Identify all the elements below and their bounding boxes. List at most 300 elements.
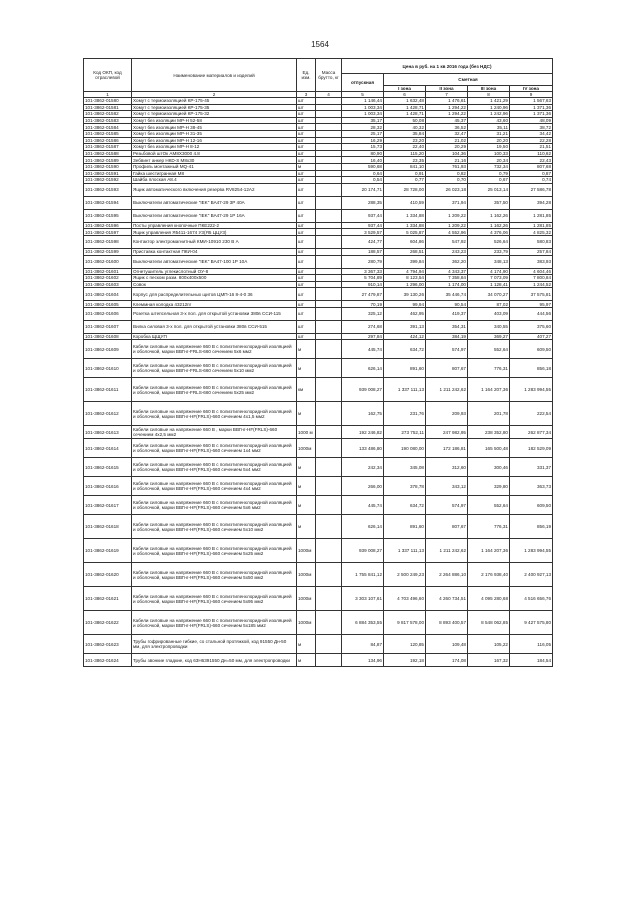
table-row	[84, 150, 553, 157]
header-code: Код ОКП, код отраслевой	[84, 59, 132, 92]
zone-2-price: 4 343,37	[426, 268, 468, 275]
table-row	[84, 563, 553, 587]
zone-2-price: 21,16	[426, 157, 468, 164]
zone-4-price: 1 567,63	[510, 98, 553, 105]
zone-4-price: 116,05	[510, 635, 553, 654]
release-price: 20 174,71	[342, 183, 384, 196]
release-price: 1 003,34	[342, 104, 384, 111]
item-unit: 1000м	[297, 611, 316, 635]
item-unit: м	[297, 654, 316, 667]
zone-3-price: 1 164 207,36	[468, 378, 510, 402]
zone-3-price: 732,34	[468, 163, 510, 170]
zone-1-price: 40,32	[384, 124, 426, 131]
zone-1-price: 891,60	[384, 515, 426, 539]
zone-4-price: 856,19	[510, 515, 553, 539]
table-row	[84, 177, 553, 184]
table-row	[84, 359, 553, 378]
header-zone-4: IV зона	[510, 86, 553, 92]
item-unit: шт	[297, 137, 316, 144]
item-code: 101-3862-01584	[84, 124, 132, 131]
header-zone-2: II зона	[426, 86, 468, 92]
release-price: 590,68	[342, 163, 384, 170]
zone-2-price: 90,54	[426, 301, 468, 308]
zone-2-price: 209,93	[426, 402, 468, 426]
table-row	[84, 124, 553, 131]
table-row	[84, 268, 553, 275]
item-mass	[316, 137, 342, 144]
zone-4-price: 4 604,46	[510, 268, 553, 275]
table-row	[84, 144, 553, 151]
column-number: 2	[132, 92, 297, 98]
item-name: Хомут с термоизоляцией КР-175-45	[132, 98, 297, 105]
zone-2-price: 371,94	[426, 196, 468, 209]
item-code: 101-3862-01594	[84, 196, 132, 209]
item-mass	[316, 515, 342, 539]
zone-2-price: 1 294,22	[426, 111, 468, 118]
item-name: Хомут с термоизоляцией КР-175-35	[132, 104, 297, 111]
zone-1-price: 9 817 578,00	[384, 611, 426, 635]
item-unit: шт	[297, 288, 316, 301]
zone-3-price: 2 176 938,40	[468, 563, 510, 587]
table-row	[84, 130, 553, 137]
zone-3-price: 4 174,90	[468, 268, 510, 275]
release-price: 242,34	[342, 458, 384, 477]
zone-1-price: 120,85	[384, 635, 426, 654]
item-code: 101-3862-01589	[84, 157, 132, 164]
price-table	[83, 58, 553, 667]
zone-2-price: 1 294,22	[426, 104, 468, 111]
table-row	[84, 248, 553, 255]
zone-3-price: 1 421,29	[468, 98, 510, 105]
item-name: Розетка штепсельная 3-х пол. для открытой установки 380в ССИ-115	[132, 307, 297, 320]
zone-4-price: 4 516 656,76	[510, 587, 553, 611]
item-code: 101-3862-01623	[84, 635, 132, 654]
zone-1-price: 0,91	[384, 170, 426, 177]
item-unit: км	[297, 378, 316, 402]
item-mass	[316, 124, 342, 131]
item-mass	[316, 170, 342, 177]
item-mass	[316, 235, 342, 248]
zone-4-price: 95,97	[510, 301, 553, 308]
item-name: Трубы звонкие гладкие, код 63H6391550 Дн=50 мм, для электропроводки	[132, 654, 297, 667]
release-price: 28,32	[342, 124, 384, 131]
zone-3-price: 19,50	[468, 144, 510, 151]
table-row	[84, 301, 553, 308]
table-body	[84, 98, 553, 667]
item-code: 101-3862-01595	[84, 209, 132, 222]
zone-2-price: 4 260 734,51	[426, 587, 468, 611]
zone-4-price: 38,72	[510, 124, 553, 131]
item-unit: м	[297, 359, 316, 378]
zone-3-price: 201,78	[468, 402, 510, 426]
column-number: 6	[384, 92, 426, 98]
zone-3-price: 233,79	[468, 248, 510, 255]
item-name: Кабели силовые на напряжение 660 В с полиэтиленхлоридной изоляцией и оболочкой, марки ВВГнг-HF(FRLS)-660 сечением 4х4 мм2	[132, 477, 297, 496]
item-name: Гайка шестигранная М8	[132, 170, 297, 177]
item-code: 101-3862-01624	[84, 654, 132, 667]
item-mass	[316, 635, 342, 654]
item-mass	[316, 288, 342, 301]
item-code: 101-3862-01614	[84, 439, 132, 458]
zone-3-price: 552,64	[468, 340, 510, 359]
zone-1-price: 399,84	[384, 255, 426, 268]
table-row	[84, 137, 553, 144]
item-code: 101-3862-01586	[84, 137, 132, 144]
page-number: 1564	[311, 40, 329, 49]
zone-1-price: 2 500 249,23	[384, 563, 426, 587]
zone-2-price: 247 982,95	[426, 426, 468, 439]
release-price: 937,44	[342, 209, 384, 222]
release-price: 0,64	[342, 170, 384, 177]
zone-1-price: 8 123,54	[384, 275, 426, 282]
zone-4-price: 110,62	[510, 150, 553, 157]
item-name: Приставка контактная ПКИ-04	[132, 248, 297, 255]
header-price-group: Цена в руб. на 1 кв 2016 года (без НДС)	[342, 59, 553, 74]
item-name: Кабели силовые на напряжение 660 В с полиэтиленхлоридной изоляцией и оболочкой, марки ВВГнг-HF(FRLS)-660 сечением 5х50 мм2	[132, 563, 297, 587]
zone-3-price: 35,11	[468, 124, 510, 131]
item-unit: шт	[297, 320, 316, 333]
item-code: 101-3862-01601	[84, 268, 132, 275]
zone-4-price: 22,28	[510, 137, 553, 144]
zone-3-price: 403,09	[468, 307, 510, 320]
table-row	[84, 307, 553, 320]
table-row	[84, 458, 553, 477]
item-unit: м	[297, 458, 316, 477]
zone-1-price: 891,60	[384, 359, 426, 378]
item-name: Кабели силовые на напряжение 660 В с полиэтиленхлоридной изоляцией и оболочкой, марки ВВГнг-HF(FRLS)-660 сечением 5х6 мм2	[132, 496, 297, 515]
column-number: 7	[426, 92, 468, 98]
item-unit: м	[297, 635, 316, 654]
column-number: 4	[316, 92, 342, 98]
zone-3-price: 329,80	[468, 477, 510, 496]
zone-2-price: 807,67	[426, 515, 468, 539]
item-name: Совок	[132, 281, 297, 288]
zone-1-price: 4 794,94	[384, 268, 426, 275]
item-name: Хомут без изоляции МР-Н 52-58	[132, 117, 297, 124]
item-unit: м	[297, 340, 316, 359]
item-mass	[316, 340, 342, 359]
zone-1-price: 634,72	[384, 340, 426, 359]
zone-2-price: 1 174,00	[426, 281, 468, 288]
zone-3-price: 552,64	[468, 496, 510, 515]
item-mass	[316, 402, 342, 426]
zone-2-price: 0,70	[426, 177, 468, 184]
item-name: Выключатели автоматические "IEK" ВА47-29 1Р 16А	[132, 209, 297, 222]
item-name: Ящик с песком разм. 800х400х500	[132, 275, 297, 282]
item-mass	[316, 587, 342, 611]
zone-2-price: 1 211 242,62	[426, 539, 468, 563]
table-row	[84, 222, 553, 229]
zone-3-price: 776,31	[468, 359, 510, 378]
zone-3-price: 87,02	[468, 301, 510, 308]
item-unit: шт	[297, 229, 316, 236]
release-price: 939 008,27	[342, 539, 384, 563]
item-unit: шт	[297, 281, 316, 288]
zone-2-price: 343,12	[426, 477, 468, 496]
zone-4-price: 222,54	[510, 402, 553, 426]
zone-1-price: 1 428,71	[384, 111, 426, 118]
table-row	[84, 587, 553, 611]
table-row	[84, 111, 553, 118]
release-price: 288,35	[342, 196, 384, 209]
zone-2-price: 32,47	[426, 130, 468, 137]
zone-4-price: 363,73	[510, 477, 553, 496]
table-row	[84, 439, 553, 458]
zone-2-price: 0,82	[426, 170, 468, 177]
item-unit: шт	[297, 157, 316, 164]
item-code: 101-3862-01620	[84, 563, 132, 587]
zone-2-price: 807,67	[426, 359, 468, 378]
zone-4-price: 184,54	[510, 654, 553, 667]
zone-1-price: 0,77	[384, 177, 426, 184]
header-zone-3: III зона	[468, 86, 510, 92]
zone-1-price: 50,08	[384, 117, 426, 124]
zone-3-price: 31,21	[468, 130, 510, 137]
release-price: 162,75	[342, 402, 384, 426]
zone-4-price: 7 800,84	[510, 275, 553, 282]
zone-3-price: 4 376,06	[468, 229, 510, 236]
zone-4-price: 1 244,52	[510, 281, 553, 288]
zone-2-price: 761,93	[426, 163, 468, 170]
column-number: 3	[297, 92, 316, 98]
table-header	[84, 59, 553, 98]
release-price: 937,44	[342, 222, 384, 229]
release-price: 133 486,80	[342, 439, 384, 458]
item-name: Кабели силовые на напряжение 660 В , марки ВВГнг-HF(FRLS)-660 сечением 4х2,5 мм2	[132, 426, 297, 439]
item-mass	[316, 275, 342, 282]
zone-4-price: 257,84	[510, 248, 553, 255]
item-unit: м	[297, 402, 316, 426]
zone-2-price: 312,60	[426, 458, 468, 477]
item-unit: 1000м	[297, 439, 316, 458]
zone-1-price: 1 296,00	[384, 281, 426, 288]
table-row	[84, 117, 553, 124]
item-mass	[316, 611, 342, 635]
zone-1-price: 28 728,00	[384, 183, 426, 196]
column-number: 9	[510, 92, 553, 98]
item-unit: шт	[297, 144, 316, 151]
zone-4-price: 807,68	[510, 163, 553, 170]
zone-1-price: 1 428,71	[384, 104, 426, 111]
release-price: 15,73	[342, 144, 384, 151]
column-number: 5	[342, 92, 384, 98]
item-unit: шт	[297, 209, 316, 222]
item-code: 101-3862-01603	[84, 281, 132, 288]
zone-3-price: 4 095 280,68	[468, 587, 510, 611]
item-mass	[316, 539, 342, 563]
release-price: 445,74	[342, 496, 384, 515]
zone-1-price: 268,51	[384, 248, 426, 255]
item-mass	[316, 255, 342, 268]
item-code: 101-3862-01605	[84, 301, 132, 308]
item-code: 101-3862-01591	[84, 170, 132, 177]
zone-1-price: 1 337 111,13	[384, 539, 426, 563]
item-unit: шт	[297, 255, 316, 268]
item-code: 101-3862-01608	[84, 333, 132, 340]
release-price: 3 367,33	[342, 268, 384, 275]
item-name: Профиль монтажный MQ-41	[132, 163, 297, 170]
item-unit: 1000м	[297, 539, 316, 563]
release-price: 280,79	[342, 255, 384, 268]
item-name: Зебвинт анкер НКD-S М8х30	[132, 157, 297, 164]
table-row	[84, 98, 553, 105]
zone-4-price: 27 586,78	[510, 183, 553, 196]
zone-2-price: 20,29	[426, 144, 468, 151]
zone-1-price: 23,35	[384, 157, 426, 164]
item-unit: шт	[297, 104, 316, 111]
zone-3-price: 1 162,26	[468, 222, 510, 229]
item-unit: шт	[297, 333, 316, 340]
item-unit: шт	[297, 117, 316, 124]
item-name: Кабели силовые на напряжение 660 В с полиэтиленхлоридной изоляцией и оболочкой, марки ВВГнг-FRLS-660 сечением 5х10 мм2	[132, 359, 297, 378]
item-code: 101-3862-01622	[84, 611, 132, 635]
zone-2-price: 7 358,84	[426, 275, 468, 282]
item-name: Хомут с термоизоляцией КР-175-32	[132, 111, 297, 118]
zone-4-price: 444,56	[510, 307, 553, 320]
zone-1-price: 1 334,88	[384, 209, 426, 222]
zone-2-price: 26 023,18	[426, 183, 468, 196]
zone-3-price: 348,13	[468, 255, 510, 268]
table-row	[84, 340, 553, 359]
zone-4-price: 48,09	[510, 117, 553, 124]
item-name: Корпус для распределительных щитов ЦМП-16 8-4-0 36	[132, 288, 297, 301]
item-code: 101-3862-01615	[84, 458, 132, 477]
zone-2-price: 21,02	[426, 137, 468, 144]
item-mass	[316, 477, 342, 496]
item-mass	[316, 439, 342, 458]
zone-1-price: 39 130,26	[384, 288, 426, 301]
item-mass	[316, 117, 342, 124]
zone-1-price: 4 703 496,60	[384, 587, 426, 611]
table-row	[84, 320, 553, 333]
header-zone-1: I зона	[384, 86, 426, 92]
release-price: 80,90	[342, 150, 384, 157]
item-code: 101-3862-01617	[84, 496, 132, 515]
release-price: 3 303 107,61	[342, 587, 384, 611]
zone-3-price: 100,33	[468, 150, 510, 157]
item-unit: шт	[297, 248, 316, 255]
item-name: Трубы гофрированные гибкие, со стальной протяжкой, код 91550 Дн-50 мм, для электропроводки	[132, 635, 297, 654]
release-price: 1 003,34	[342, 111, 384, 118]
item-mass	[316, 563, 342, 587]
zone-3-price: 1 164 207,36	[468, 539, 510, 563]
release-price: 274,68	[342, 320, 384, 333]
item-code: 101-3862-01604	[84, 288, 132, 301]
item-unit: шт	[297, 124, 316, 131]
item-code: 101-3862-01583	[84, 117, 132, 124]
item-unit: шт	[297, 275, 316, 282]
release-price: 1 755 841,12	[342, 563, 384, 587]
item-name: Ящик автоматического включения резерва RV8254-12А2	[132, 183, 297, 196]
item-unit: шт	[297, 235, 316, 248]
item-name: Выключатели автоматические "IEK" ВА47-100 1Р 10А	[132, 255, 297, 268]
item-mass	[316, 98, 342, 105]
item-name: Контактор электромагнитный КМИ-10910 230 В А	[132, 235, 297, 248]
release-price: 1 146,44	[342, 98, 384, 105]
zone-4-price: 1 281,85	[510, 222, 553, 229]
zone-3-price: 340,55	[468, 320, 510, 333]
header-name: Наименование материалов и изделий	[132, 59, 297, 92]
release-price: 266,00	[342, 477, 384, 496]
table-row	[84, 281, 553, 288]
item-name: Клеммная колодка 43212пг	[132, 301, 297, 308]
table-row	[84, 333, 553, 340]
zone-1-price: 190 080,00	[384, 439, 426, 458]
zone-1-price: 115,20	[384, 150, 426, 157]
item-mass	[316, 222, 342, 229]
zone-3-price: 1 240,96	[468, 104, 510, 111]
release-price: 27 479,87	[342, 288, 384, 301]
item-code: 101-3862-01599	[84, 248, 132, 255]
zone-2-price: 104,36	[426, 150, 468, 157]
item-mass	[316, 301, 342, 308]
zone-3-price: 526,64	[468, 235, 510, 248]
zone-4-price: 37 575,81	[510, 288, 553, 301]
zone-4-price: 394,28	[510, 196, 553, 209]
item-name: Кабели силовые на напряжение 660 В с полиэтиленхлоридной изоляцией и оболочкой, марки ВВГнг-FRLS-660 сечением 5х25 мм2	[132, 378, 297, 402]
item-code: 101-3862-01593	[84, 183, 132, 196]
zone-1-price: 192,18	[384, 654, 426, 667]
table-row	[84, 104, 553, 111]
item-mass	[316, 157, 342, 164]
release-price: 35,17	[342, 117, 384, 124]
item-mass	[316, 248, 342, 255]
zone-2-price: 1 211 242,62	[426, 378, 468, 402]
zone-3-price: 43,60	[468, 117, 510, 124]
release-price: 5 704,89	[342, 275, 384, 282]
item-name: Шайба плоская А8.4	[132, 177, 297, 184]
item-name: Кабели силовые на напряжение 660 В с полиэтиленхлоридной изоляцией и оболочкой, марки ВВГнг-FRLS-660 сечением 5х6 мм2	[132, 340, 297, 359]
zone-2-price: 574,97	[426, 496, 468, 515]
item-name: Вилка силовая 3-х пол. для открытой установки 380в ССИ-515	[132, 320, 297, 333]
item-mass	[316, 209, 342, 222]
item-name: Кабели силовые на напряжение 660 В с полиэтиленхлоридной изоляцией и оболочкой, марки ВВГнг-HF(FRLS)-660 сечением 1х4 мм2	[132, 439, 297, 458]
item-unit: шт	[297, 177, 316, 184]
item-code: 101-3862-01612	[84, 402, 132, 426]
table-row	[84, 170, 553, 177]
column-number: 1	[84, 92, 132, 98]
zone-3-price: 369,27	[468, 333, 510, 340]
zone-2-price: 172 186,81	[426, 439, 468, 458]
zone-1-price: 1 632,48	[384, 98, 426, 105]
zone-3-price: 357,50	[468, 196, 510, 209]
zone-4-price: 262 877,34	[510, 426, 553, 439]
item-name: Ящик управления Я5411-1674 У3(Я5 ЦЦУ3)	[132, 229, 297, 236]
item-unit: шт	[297, 98, 316, 105]
item-unit: м	[297, 515, 316, 539]
item-code: 101-3862-01588	[84, 150, 132, 157]
release-price: 188,57	[342, 248, 384, 255]
item-name: Кабели силовые на напряжение 660 В с полиэтиленхлоридной изоляцией и оболочкой, марки ВВГнг-HF(FRLS)-660 сечением 5х95 мм2	[132, 587, 297, 611]
item-name: Кабели силовые на напряжение 660 В с полиэтиленхлоридной изоляцией и оболочкой, марки ВВГнг-HF(FRLS)-660 сечением 5х185 мм2	[132, 611, 297, 635]
zone-4-price: 9 427 575,80	[510, 611, 553, 635]
zone-3-price: 0,67	[468, 177, 510, 184]
zone-3-price: 1 128,41	[468, 281, 510, 288]
zone-2-price: 8 893 400,57	[426, 611, 468, 635]
table-row	[84, 275, 553, 282]
zone-4-price: 0,74	[510, 177, 553, 184]
zone-4-price: 21,51	[510, 144, 553, 151]
item-unit: шт	[297, 196, 316, 209]
zone-2-price: 4 552,96	[426, 229, 468, 236]
zone-4-price: 2 400 927,13	[510, 563, 553, 587]
release-price: 325,12	[342, 307, 384, 320]
table-row	[84, 235, 553, 248]
zone-3-price: 167,32	[468, 654, 510, 667]
item-name: Коробка ЩЩУП	[132, 333, 297, 340]
item-mass	[316, 359, 342, 378]
zone-3-price: 238 352,80	[468, 426, 510, 439]
